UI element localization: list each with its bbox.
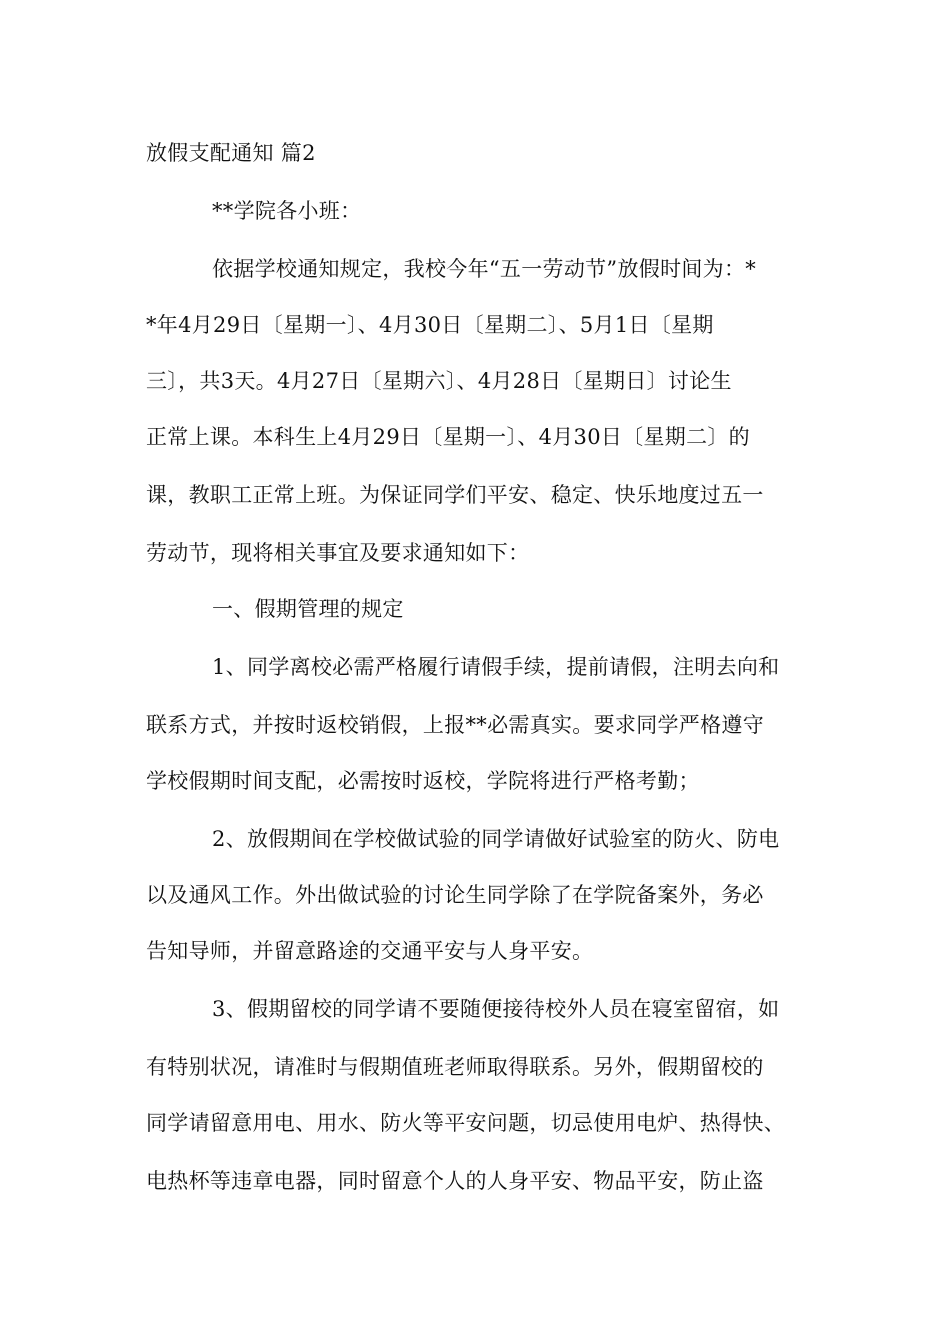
- body-line: 有特别状况，请准时与假期值班老师取得联系。另外，假期留校的: [146, 1055, 764, 1079]
- body-line: *年4月29日〔星期一〕、4月30日〔星期二〕、5月1日〔星期: [146, 313, 714, 337]
- body-line: 课，教职工正常上班。为保证同学们平安、稳定、快乐地度过五一: [146, 483, 764, 507]
- body-line: 告知导师，并留意路途的交通平安与人身平安。: [146, 939, 594, 963]
- body-line: 以及通风工作。外出做试验的讨论生同学除了在学院备案外，务必: [146, 883, 764, 907]
- body-line: 3、假期留校的同学请不要随便接待校外人员在寝室留宿，如: [212, 997, 780, 1021]
- body-line: 电热杯等违章电器，同时留意个人的人身平安、物品平安，防止盗: [146, 1169, 764, 1193]
- body-line: 劳动节，现将相关事宜及要求通知如下：: [146, 541, 530, 565]
- body-line: 联系方式，并按时返校销假，上报**必需真实。要求同学严格遵守: [146, 713, 764, 737]
- body-line: 依据学校通知规定，我校今年“五一劳动节”放假时间为：*: [212, 257, 757, 281]
- body-line: 2、放假期间在学校做试验的同学请做好试验室的防火、防电: [212, 827, 780, 851]
- body-line: 三〕，共3天。4月27日〔星期六〕、4月28日〔星期日〕讨论生: [146, 369, 732, 393]
- document-title: 放假支配通知 篇2: [146, 141, 316, 165]
- body-line: 学校假期时间支配，必需按时返校，学院将进行严格考勤；: [146, 769, 700, 793]
- body-line: 正常上课。本科生上4月29日〔星期一〕、4月30日〔星期二〕的: [146, 425, 750, 449]
- body-line: 1、同学离校必需严格履行请假手续，提前请假，注明去向和: [212, 655, 780, 679]
- section-heading: 一、假期管理的规定: [212, 597, 404, 621]
- salutation: **学院各小班：: [212, 199, 362, 223]
- body-line: 同学请留意用电、用水、防火等平安问题，切忌使用电炉、热得快、: [146, 1111, 785, 1135]
